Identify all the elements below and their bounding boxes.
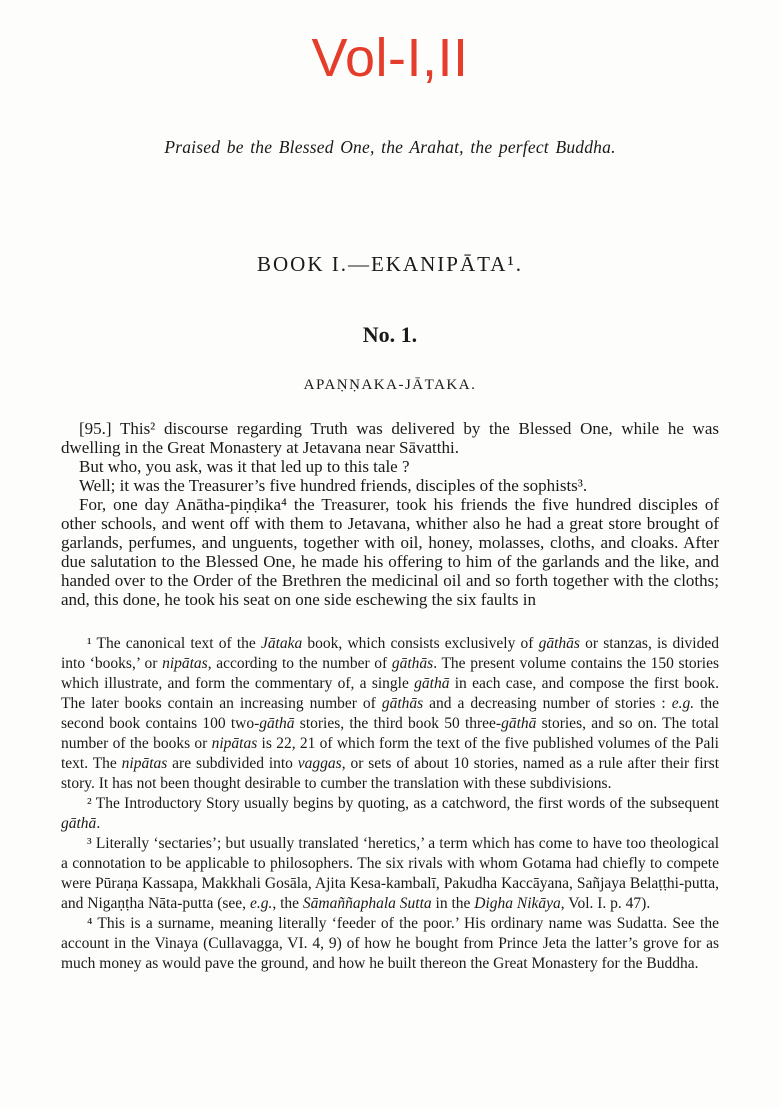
body-paragraph: But who, you ask, was it that led up to this tale ?	[79, 456, 410, 476]
story-number: No. 1.	[362, 321, 418, 347]
footnote: ⁴ This is a surname, meaning literally ‘feeder of the poor.’ His ordinary name was Sudatta. See the account in the Vinaya (Cullavagga, VI. 4, 9) of how he bought from Prince Jeta the latter’s grove for as much money as would pave the ground, and how he built thereon the Great Monastery for the Buddha.	[61, 914, 719, 972]
footnote: ² The Introductory Story usually begins by quoting, as a catchword, the first words of the subsequent gāthā.	[61, 794, 719, 832]
footnote: ³ Literally ‘sectaries’; but usually translated ‘heretics,’ a term which has come to have too theological a connotation to be applicable to philosophers. The six rivals with whom Gotama had chiefly to compete were Pūraṇa Kassapa, Makkhali Gosāla, Ajita Kesa-kambalī, Pakudha Kaccāyana, Sañjaya Belaṭṭhi-putta, and Nigaṇṭha Nāta-putta (see, e.g., the Sāmaññaphala Sutta in the Digha Nikāya, Vol. I. p. 47).	[61, 834, 719, 912]
body-paragraph: For, one day Anātha-piṇḍika⁴ the Treasurer, took his friends the five hundred disciples of other schools, and went off with them to Jetavana, whither also he had a great store brought of garlands, perfumes, and unguents, together with oil, honey, molasses, cloths, and cloaks. After due salutation to the Blessed One, he made his offering to him of the garlands and the like, and handed over to the Order of the Brethren the medicinal oil and so forth together with the cloths; and, this done, he took his seat on one side eschewing the six faults in	[61, 494, 719, 609]
body-paragraph: Well; it was the Treasurer’s five hundred friends, disciples of the sophists³.	[79, 475, 588, 495]
book-heading: BOOK I.—EKANIPĀTA¹.	[256, 251, 524, 276]
footnotes	[61, 634, 719, 974]
story-title: APAṆṆAKA-JĀTAKA.	[303, 377, 477, 394]
footnote: ¹ The canonical text of the Jātaka book, which consists exclusively of gāthās or stanzas, is divided into ‘books,’ or nipātas, according to the number of gāthās. The present volume contains the 150 stories which illustrate, and form the commentary of, a single gāthā in each case, and compose the first book. The later books contain an increasing number of gāthās and a decreasing number of stories : e.g. the second book contains 100 two-gāthā stories, the third book 50 three-gāthā stories, and so on. The total number of the books or nipātas is 22, 21 of which form the text of the five published volumes of the Pali text. The nipātas are subdivided into vaggas, or sets of about 10 stories, named as a rule after their first story. It has not been thought desirable to cumber the translation with these subdivisions.	[61, 634, 720, 792]
body-paragraph: [95.] This² discourse regarding Truth was delivered by the Blessed One, while he was dwelling in the Great Monastery at Jetavana near Sāvatthi.	[61, 418, 719, 457]
epigraph: Praised be the Blessed One, the Arahat, the perfect Buddha.	[164, 136, 616, 157]
story-body	[61, 419, 719, 609]
volume-label: Vol-I,II	[311, 28, 469, 88]
